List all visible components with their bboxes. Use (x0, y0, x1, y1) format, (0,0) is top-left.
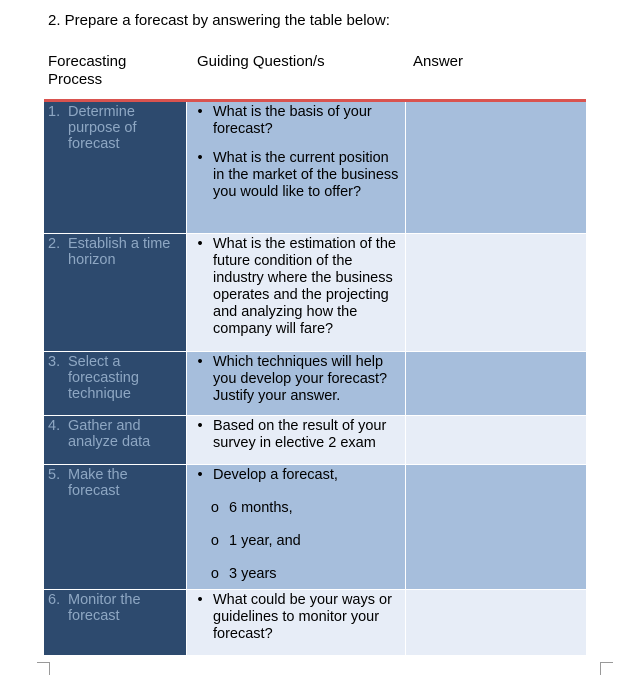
process-label: Gather and analyze data (68, 418, 151, 450)
bullet-icon: • (197, 418, 203, 434)
answer-cell[interactable] (406, 234, 586, 351)
page-margin-mark (37, 662, 50, 675)
answer-cell[interactable] (406, 590, 586, 655)
process-label: Determine purpose of forecast (68, 104, 137, 152)
list-item (187, 418, 401, 452)
question-text: What is the estimation of the future condition of the industry where the business operates and the projecting and analyzing how the company will fare? (213, 236, 396, 337)
circle-bullet-icon: o (210, 500, 219, 516)
question-text: What is the current position in the market of the business you would like to offer? (213, 150, 399, 200)
row-number: 5. (48, 467, 61, 483)
question-text: What could be your ways or guidelines to monitor your forecast? (213, 592, 392, 642)
list-item (187, 467, 401, 484)
table-row (44, 102, 586, 234)
answer-cell[interactable] (406, 465, 586, 589)
question-cell (187, 234, 406, 351)
header-question: Guiding Question/s (197, 53, 325, 70)
process-cell (44, 465, 187, 589)
answer-cell[interactable] (406, 352, 586, 415)
process-cell (44, 416, 187, 464)
bullet-icon: • (197, 236, 203, 252)
row-number: 4. (48, 418, 61, 434)
table-row (44, 416, 586, 465)
bullet-icon: • (197, 467, 203, 483)
process-cell (44, 102, 187, 233)
question-text: What is the basis of your forecast? (213, 104, 372, 137)
list-item (187, 592, 401, 643)
table-row (44, 352, 586, 416)
list-item (187, 104, 401, 138)
forecast-table (44, 99, 586, 656)
bullet-icon: • (197, 354, 203, 370)
process-cell (44, 590, 187, 655)
sub-list-item (187, 533, 401, 550)
process-label: Monitor the forecast (68, 592, 141, 624)
question-cell (187, 102, 406, 233)
list-item (187, 236, 401, 338)
circle-bullet-icon: o (210, 533, 219, 549)
sub-item-text: 3 years (229, 566, 277, 582)
sub-item-text: 6 months, (229, 500, 293, 516)
header-process: Forecasting Process (48, 53, 127, 88)
question-text: Develop a forecast, (213, 467, 338, 483)
question-cell (187, 465, 406, 589)
question-cell (187, 590, 406, 655)
list-item (187, 354, 401, 405)
circle-bullet-icon: o (210, 566, 219, 582)
process-label: Make the forecast (68, 467, 128, 499)
row-number: 3. (48, 354, 61, 370)
question-cell (187, 416, 406, 464)
sub-list-item (187, 566, 401, 583)
question-cell (187, 352, 406, 415)
table-row (44, 465, 586, 590)
process-label: Select a forecasting technique (68, 354, 139, 402)
answer-cell[interactable] (406, 102, 586, 233)
process-label: Establish a time horizon (68, 236, 171, 268)
process-cell (44, 234, 187, 351)
bullet-icon: • (197, 150, 203, 166)
table-row (44, 590, 586, 656)
process-cell (44, 352, 187, 415)
row-number: 6. (48, 592, 61, 608)
question-text: Which techniques will help you develop your forecast? Justify your answer. (213, 354, 388, 404)
row-number: 2. (48, 236, 61, 252)
header-answer: Answer (413, 53, 464, 70)
list-item (187, 150, 401, 201)
table-row (44, 234, 586, 352)
bullet-icon: • (197, 104, 203, 120)
instruction-text: 2. Prepare a forecast by answering the table below: (48, 12, 390, 29)
question-text: Based on the result of your survey in elective 2 exam (213, 418, 387, 451)
bullet-icon: • (197, 592, 203, 608)
row-number: 1. (48, 104, 61, 120)
page-margin-mark (600, 662, 613, 675)
sub-list-item (187, 500, 401, 517)
answer-cell[interactable] (406, 416, 586, 464)
sub-item-text: 1 year, and (229, 533, 301, 549)
